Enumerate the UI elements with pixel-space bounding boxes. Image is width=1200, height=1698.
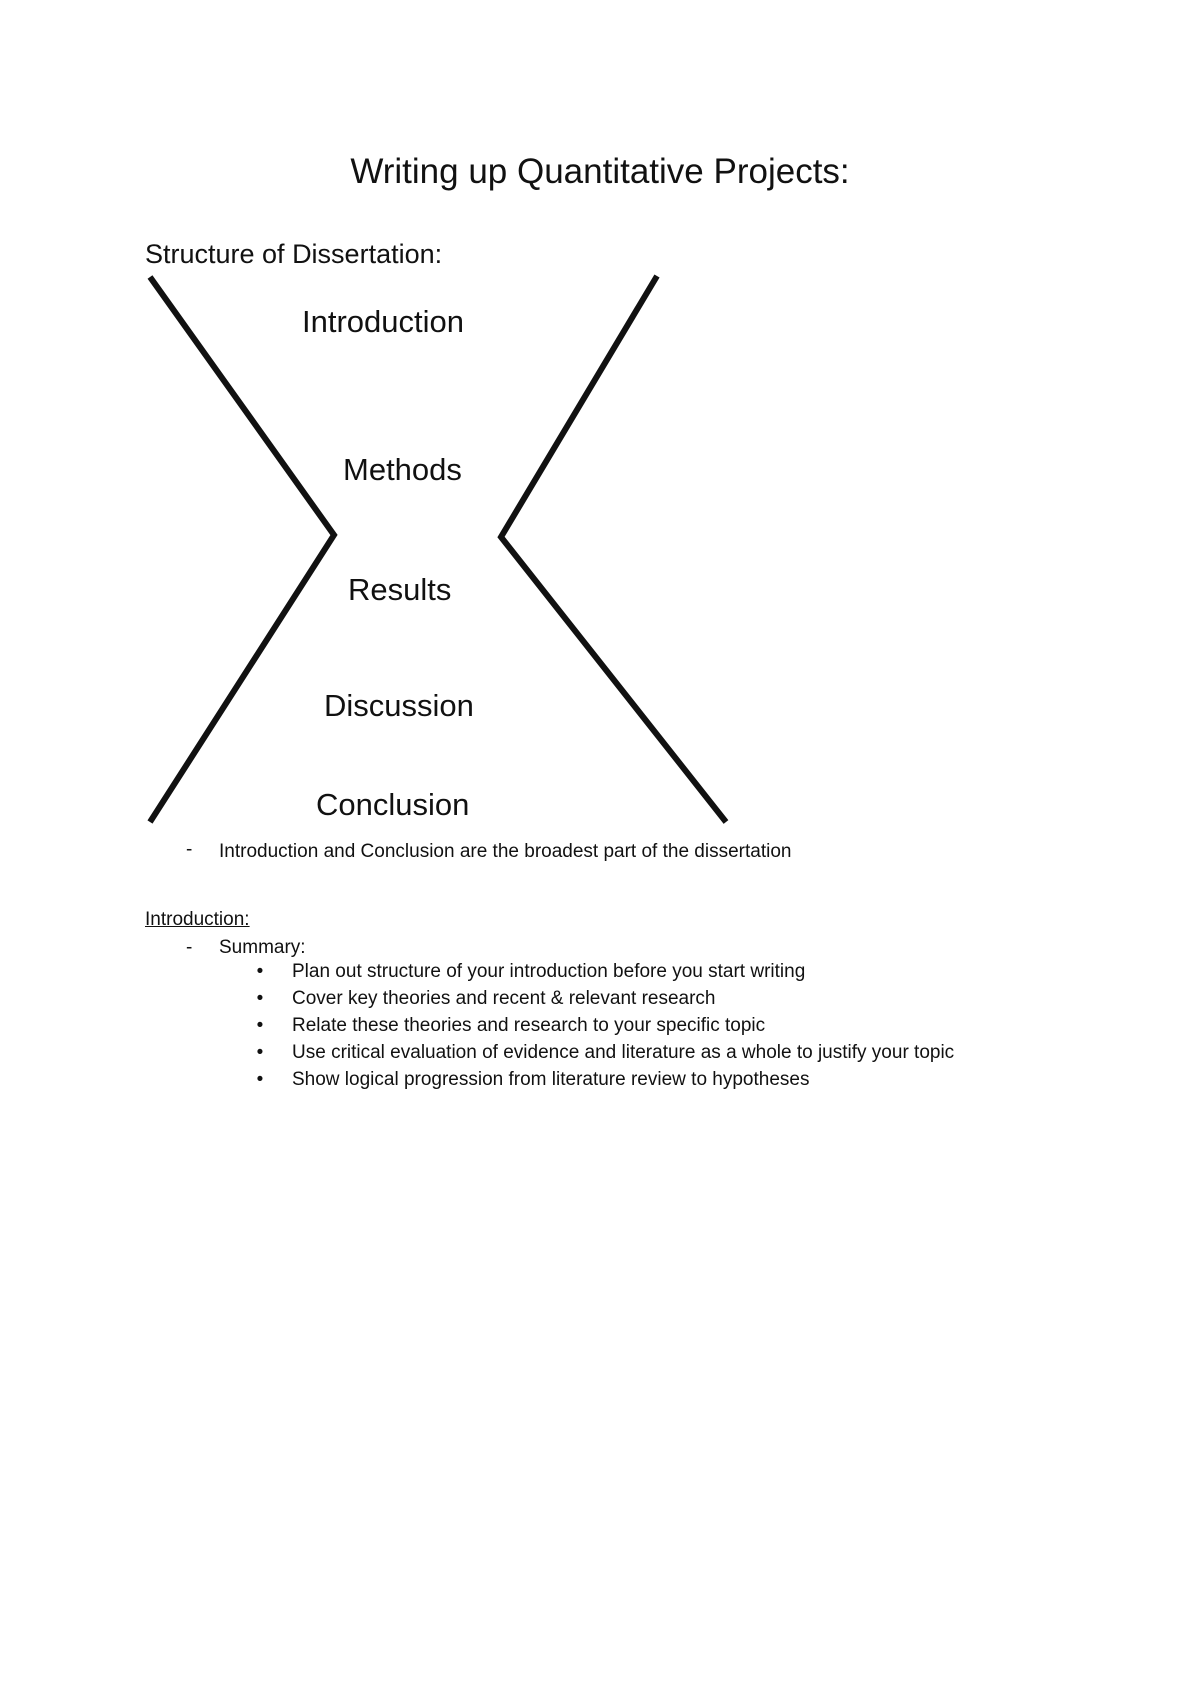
bullet-text: Use critical evaluation of evidence and literature as a whole to justify your topic [292, 1042, 955, 1063]
stage-discussion: Discussion [324, 688, 474, 723]
structure-heading: Structure of Dissertation: [145, 239, 443, 269]
bullet-text: Show logical progression from literature review to hypotheses [292, 1069, 810, 1090]
hourglass-right-line [501, 276, 726, 822]
bullet-text: Plan out structure of your introduction before you start writing [292, 961, 806, 982]
summary-dash-marker: - [186, 937, 193, 958]
bullet-icon: • [256, 1042, 264, 1063]
stage-conclusion: Conclusion [316, 787, 470, 822]
stage-results: Results [348, 572, 452, 607]
bullet-text: Relate these theories and research to your specific topic [292, 1015, 766, 1036]
summary-label: Summary: [219, 937, 306, 958]
bullet-text: Cover key theories and recent & relevant research [292, 988, 716, 1009]
bullet-icon: • [256, 1015, 264, 1036]
stage-introduction: Introduction [302, 304, 464, 339]
bullet-icon: • [256, 1069, 264, 1090]
introduction-heading: Introduction: [145, 909, 250, 930]
document-title: Writing up Quantitative Projects: [350, 152, 850, 191]
note-dash-marker: - [186, 839, 193, 860]
note-text: Introduction and Conclusion are the broadest part of the dissertation [219, 841, 792, 862]
bullet-icon: • [256, 961, 264, 982]
bullet-icon: • [256, 988, 264, 1009]
hourglass-left-line [150, 277, 334, 822]
stage-methods: Methods [343, 452, 462, 487]
